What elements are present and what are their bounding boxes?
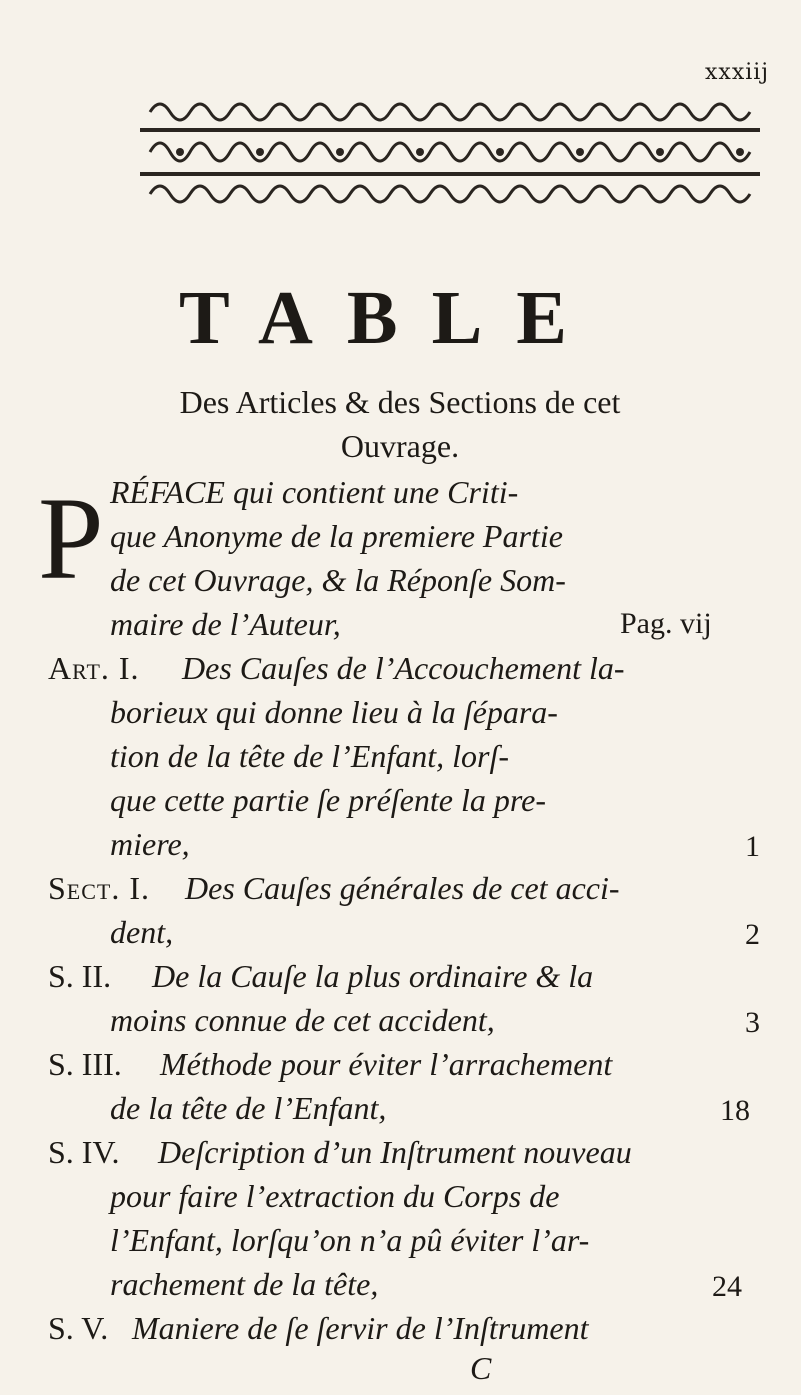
preface-page-number: Pag. vij — [620, 607, 712, 640]
subtitle-line-2: Ouvrage. — [340, 428, 460, 464]
article-1-page-number: 1 — [745, 830, 760, 863]
section-3-line-2: de la tête de l’Enfant, — [110, 1090, 387, 1126]
decorative-fleuron-band — [140, 92, 760, 214]
preface-line-3: de cet Ouvrage, & la Réponſe Som- — [110, 562, 566, 598]
catchword: C — [470, 1350, 492, 1386]
article-1-line-3: tion de la tête de l’Enfant, lorſ- — [110, 738, 510, 774]
section-5-label: S. V. — [48, 1310, 109, 1346]
section-4-line-3: l’Enfant, lorſqu’on n’a pû éviter l’ar- — [110, 1222, 590, 1258]
section-4-page-number: 24 — [712, 1270, 742, 1303]
section-1-line-2: dent, — [110, 914, 174, 950]
preface-line-1: RÉFACE qui contient une Criti- — [110, 474, 519, 510]
page-folio: xxxiij — [705, 60, 770, 85]
section-3-line-1: Méthode pour éviter l’arrachement — [160, 1046, 613, 1082]
table-title: TABLE — [178, 276, 601, 360]
section-4-line-2: pour faire l’extraction du Corps de — [110, 1178, 560, 1214]
preface-line-2: que Anonyme de la premiere Partie — [110, 518, 563, 554]
article-1-line-1: Des Cauſes de l’Accouchement la- — [182, 650, 625, 686]
section-1-page-number: 2 — [745, 918, 760, 951]
preface-line-4: maire de l’Auteur, — [110, 606, 341, 642]
article-1-line-5: miere, — [110, 826, 190, 862]
section-1-label: Sect. I. — [48, 870, 151, 906]
section-4-label: S. IV. — [48, 1134, 120, 1170]
article-1-label: Art. I. — [48, 650, 140, 686]
section-2-line-1: De la Cauſe la plus ordinaire & la — [152, 958, 594, 994]
section-2-label: S. II. — [48, 958, 112, 994]
section-1-line-1: Des Cauſes générales de cet acci- — [185, 870, 620, 906]
section-4-line-1: Deſcription d’un Inſtrument nouveau — [158, 1134, 632, 1170]
section-2-page-number: 3 — [745, 1006, 760, 1039]
section-3-label: S. III. — [48, 1046, 122, 1082]
section-2-line-2: moins connue de cet accident, — [110, 1002, 495, 1038]
table-subtitle — [120, 380, 680, 468]
drop-cap-letter: P — [38, 473, 104, 604]
section-3-page-number: 18 — [720, 1094, 750, 1127]
article-1-line-4: que cette partie ſe préſente la pre- — [110, 782, 546, 818]
subtitle-line-1: Des Articles & des Sections de cet — [179, 384, 621, 420]
section-4-line-4: rachement de la tête, — [110, 1266, 379, 1302]
article-1-line-2: borieux qui donne lieu à la ſépara- — [110, 694, 558, 730]
section-5-line-1: Maniere de ſe ſervir de l’Inſtrument — [132, 1310, 589, 1346]
